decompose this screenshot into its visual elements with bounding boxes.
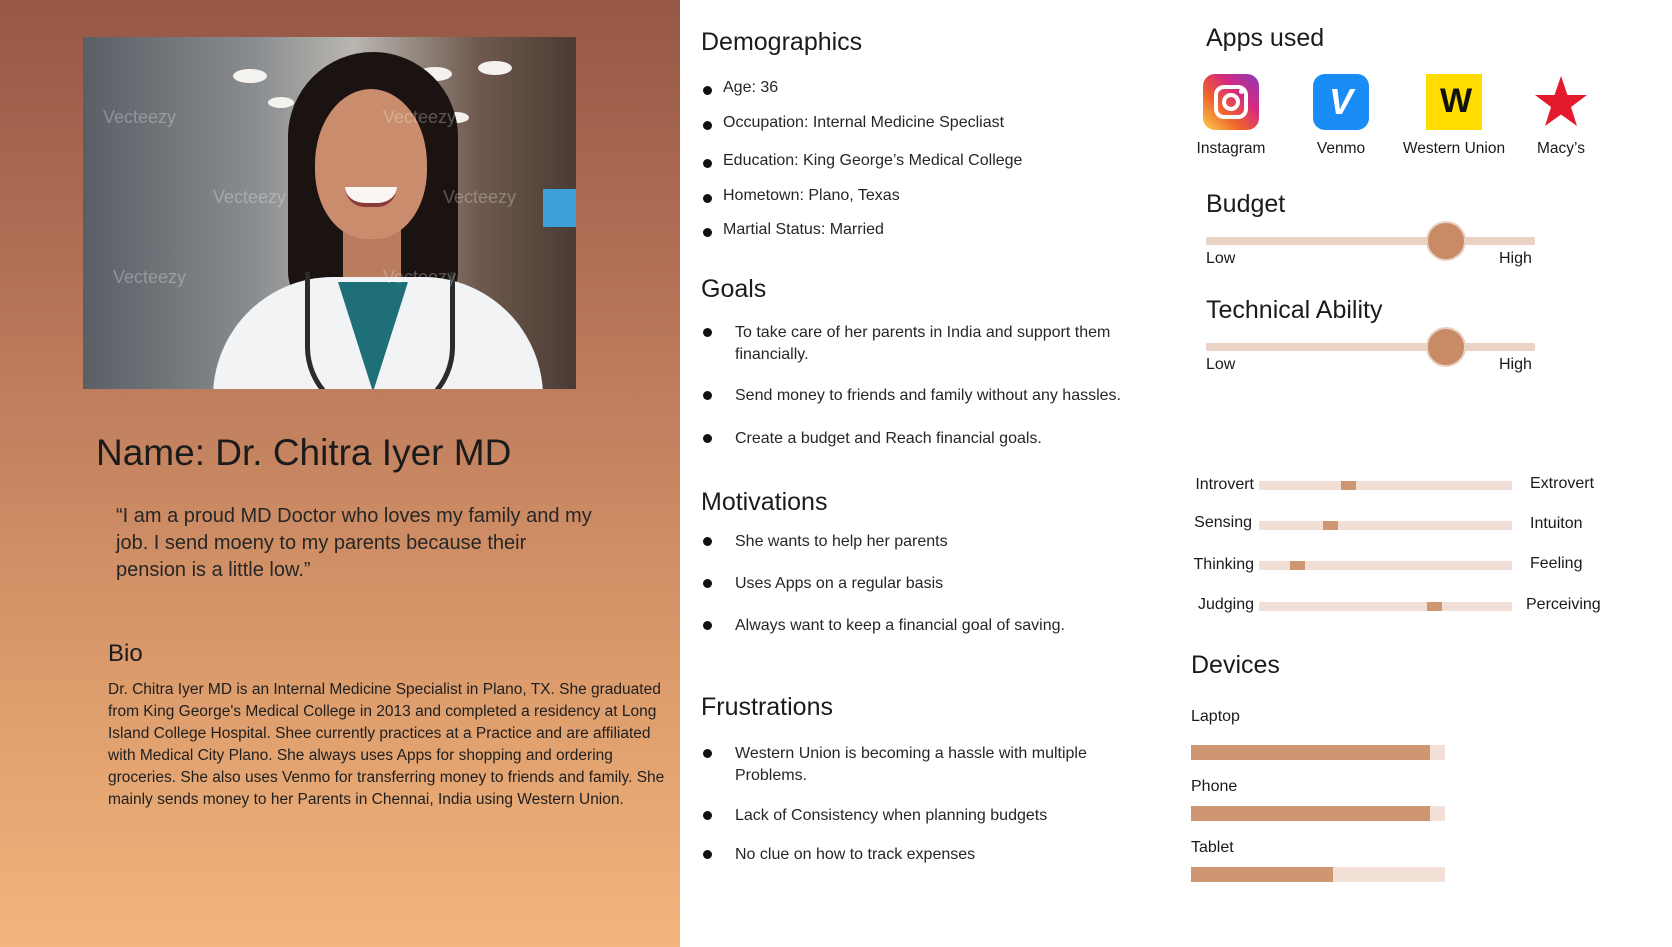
frustrations-heading: Frustrations (701, 693, 833, 721)
technical-slider-knob[interactable] (1426, 327, 1466, 367)
budget-high-label: High (1499, 250, 1532, 267)
list-item-text: Uses Apps on a regular basis (735, 575, 944, 592)
instagram-icon (1203, 74, 1259, 130)
photo-watermark: Vecteezy (443, 187, 517, 207)
goals-heading: Goals (701, 275, 767, 303)
app-western-union (1399, 74, 1509, 158)
list-item-text: Create a budget and Reach financial goals. (735, 430, 1042, 447)
list-item-text: No clue on how to track expenses (735, 846, 976, 863)
app-macys (1506, 74, 1616, 158)
personality-marker (1341, 481, 1356, 490)
list-item (701, 114, 1022, 152)
technical-low-label: Low (1206, 356, 1236, 373)
personality-right-label: Perceiving (1526, 596, 1601, 613)
budget-heading: Budget (1206, 190, 1286, 218)
personality-left-label: Sensing (1194, 514, 1252, 531)
list-item-text: To take care of her parents in India and support them financially. (735, 324, 1111, 363)
device-bar-track (1191, 867, 1445, 882)
budget-low-label: Low (1206, 250, 1236, 267)
apps-heading: Apps used (1206, 24, 1325, 52)
devices-heading: Devices (1191, 651, 1280, 679)
device-label: Phone (1191, 778, 1238, 795)
personality-left-label: Thinking (1193, 556, 1254, 573)
list-item (701, 575, 1141, 617)
list-item-text: Always want to keep a financial goal of saving. (735, 617, 1065, 634)
device-label: Tablet (1191, 839, 1234, 856)
list-item-text: Age: 36 (723, 79, 779, 96)
personality-marker (1427, 602, 1442, 611)
personality-right-label: Extrovert (1530, 475, 1595, 492)
list-item-text: Lack of Consistency when planning budgets (735, 807, 1048, 824)
persona-quote: “I am a proud MD Doctor who loves my family and my job. I send moeny to my parents because their pension is a little low.” (116, 505, 592, 581)
motivations-heading: Motivations (701, 488, 828, 516)
persona-name: Name: Dr. Chitra Iyer MD (96, 432, 512, 473)
personality-left-label: Introvert (1195, 476, 1254, 493)
list-item (701, 322, 1141, 385)
budget-slider-knob[interactable] (1426, 221, 1466, 261)
app-instagram (1176, 74, 1286, 158)
device-bar-fill (1191, 867, 1333, 882)
personality-track (1259, 521, 1512, 530)
technical-track (1206, 343, 1535, 351)
venmo-icon: V (1313, 74, 1369, 130)
technical-high-label: High (1499, 356, 1532, 373)
personality-right-label: Intuiton (1530, 515, 1583, 532)
list-item (701, 533, 1141, 575)
bio-text: Dr. Chitra Iyer MD is an Internal Medicine Specialist in Plano, TX. She graduated from King George's Medical College in 2013 and completed a residency at Long Island College Hospital. Shee currently practices at a Practice and are affiliated with Medical City Plano. She always uses Apps for shopping and ordering groceries. She also uses Venmo for transferring money to friends and family. She mainly sends money to her Parents in Chennai, India using Western Union. (108, 681, 665, 808)
budget-track (1206, 237, 1535, 245)
profile-panel (0, 0, 680, 947)
goals-list (701, 322, 1141, 458)
list-item-text: Martial Status: Married (723, 221, 884, 238)
personality-track (1259, 602, 1512, 611)
list-item-text: Western Union is becoming a hassle with multiple Problems. (735, 745, 1087, 784)
app-label: Macy’s (1537, 140, 1585, 157)
photo-watermark: Vecteezy (103, 107, 177, 127)
photo-watermark: Vecteezy (383, 107, 457, 127)
device-label: Laptop (1191, 708, 1240, 725)
persona-photo (83, 37, 576, 389)
list-item (701, 187, 1022, 221)
demographics-list (701, 79, 1022, 251)
list-item (701, 617, 1141, 647)
device-bar-fill (1191, 806, 1430, 821)
list-item (701, 805, 1141, 844)
list-item-text: Education: King George’s Medical College (723, 152, 1023, 169)
list-item (701, 152, 1022, 187)
motivations-list (701, 533, 1141, 647)
list-item-text: Send money to friends and family without any hassles. (735, 387, 1121, 404)
macys-star-icon (1533, 74, 1589, 130)
personality-right-label: Feeling (1530, 555, 1583, 572)
app-venmo (1286, 74, 1396, 158)
list-item (701, 221, 1022, 251)
list-item (701, 385, 1141, 428)
list-item (701, 79, 1022, 114)
personality-track (1259, 481, 1512, 490)
list-item-text: She wants to help her parents (735, 533, 948, 550)
personality-marker (1290, 561, 1305, 570)
personality-track (1259, 561, 1512, 570)
app-label: Venmo (1316, 140, 1366, 157)
device-bar-fill (1191, 745, 1430, 760)
personality-left-label: Judging (1197, 596, 1254, 613)
list-item (701, 844, 1141, 874)
app-label: Western Union (1402, 140, 1506, 157)
bio-heading: Bio (108, 640, 143, 667)
device-bar-track (1191, 806, 1445, 821)
demographics-heading: Demographics (701, 28, 863, 56)
list-item (701, 428, 1141, 458)
technical-heading: Technical Ability (1206, 296, 1383, 324)
western-union-icon: W (1426, 74, 1482, 130)
list-item-text: Occupation: Internal Medicine Specliast (723, 114, 1005, 131)
photo-watermark: Vecteezy (213, 187, 287, 207)
photo-watermark: Vecteezy (113, 267, 187, 287)
frustrations-list (701, 743, 1141, 874)
device-bar-track (1191, 745, 1445, 760)
list-item-text: Hometown: Plano, Texas (723, 187, 900, 204)
photo-watermark: Vecteezy (383, 267, 457, 287)
list-item (701, 743, 1141, 805)
personality-marker (1323, 521, 1338, 530)
app-label: Instagram (1196, 140, 1266, 157)
